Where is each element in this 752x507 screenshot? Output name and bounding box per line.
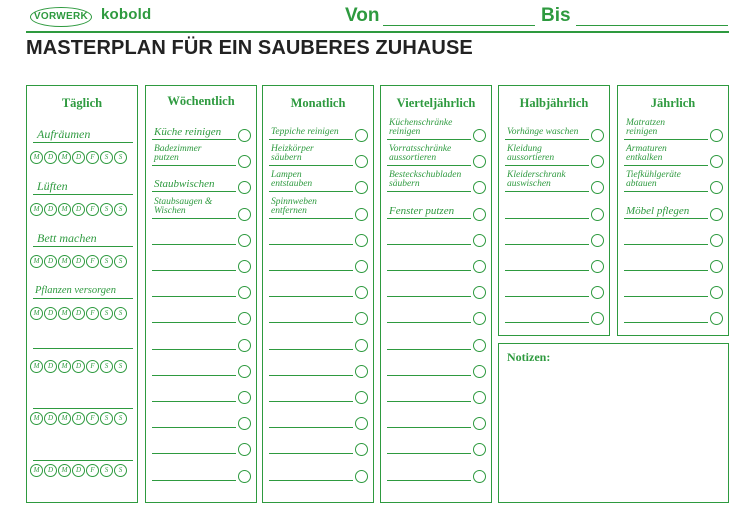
weekday-checkbox[interactable]: F	[86, 360, 99, 373]
column-title: Halbjährlich	[519, 96, 589, 110]
column-title: Wöchentlich	[167, 94, 235, 108]
weekday-checkbox[interactable]: M	[58, 307, 71, 320]
weekday-checkbox[interactable]: F	[86, 255, 99, 268]
weekday-checkbox[interactable]: D	[44, 464, 57, 477]
task-row	[269, 324, 367, 350]
task-label: Lampen entstauben	[271, 170, 313, 190]
daily-task-label: Lüften	[37, 179, 68, 193]
task-row	[269, 219, 367, 245]
notes-label: Notizen:	[507, 350, 551, 364]
daily-task-line[interactable]	[33, 298, 133, 299]
task-label: Kleidung aussortieren	[507, 144, 555, 164]
weekday-checkbox[interactable]: M	[30, 307, 43, 320]
weekday-checkbox[interactable]: S	[114, 307, 127, 320]
weekday-checkbox[interactable]: F	[86, 412, 99, 425]
task-row	[387, 350, 485, 376]
daily-task-line[interactable]	[33, 142, 133, 143]
header-divider	[26, 31, 729, 33]
task-row	[624, 297, 722, 323]
vorwerk-logo-text: VORWERK	[33, 11, 89, 22]
weekday-checkbox[interactable]: M	[30, 360, 43, 373]
task-row	[269, 271, 367, 297]
task-row	[505, 245, 603, 271]
task-row	[505, 166, 603, 192]
task-row	[269, 297, 367, 323]
task-label: Fenster putzen	[389, 204, 455, 217]
weekday-checkbox[interactable]: M	[30, 255, 43, 268]
task-row	[152, 219, 250, 245]
task-line[interactable]	[269, 480, 353, 481]
bis-date-field[interactable]	[576, 25, 728, 26]
task-label: Staubwischen	[154, 178, 215, 191]
task-row	[269, 245, 367, 271]
column-halbjaehrlich	[498, 85, 610, 336]
weekday-checkbox[interactable]: S	[114, 203, 127, 216]
task-label: Teppiche reinigen	[271, 127, 339, 137]
bis-label: Bis	[541, 5, 571, 26]
task-label: Badezimmer putzen	[154, 144, 202, 164]
weekday-circles	[30, 151, 127, 164]
task-row	[505, 140, 603, 166]
daily-task-label: Bett machen	[37, 231, 97, 245]
column-jaehrlich	[617, 85, 729, 336]
weekday-checkbox[interactable]: M	[58, 360, 71, 373]
daily-task-label: Pflanzen versorgen	[35, 285, 116, 296]
weekday-checkbox[interactable]: S	[114, 464, 127, 477]
weekday-checkbox[interactable]: S	[114, 151, 127, 164]
task-row	[387, 166, 485, 192]
task-row	[505, 271, 603, 297]
task-label: Besteckschubladen säubern	[389, 170, 462, 190]
task-row	[152, 402, 250, 428]
column-title: Täglich	[61, 96, 103, 110]
task-row	[387, 402, 485, 428]
task-row	[269, 193, 367, 219]
weekday-checkbox[interactable]: M	[30, 203, 43, 216]
weekday-checkbox[interactable]: S	[114, 412, 127, 425]
weekday-checkbox[interactable]: S	[100, 307, 113, 320]
task-row	[387, 219, 485, 245]
weekday-checkbox[interactable]: D	[72, 203, 85, 216]
weekday-checkbox[interactable]: M	[58, 412, 71, 425]
task-line[interactable]	[505, 322, 589, 323]
weekday-circles	[30, 464, 127, 477]
weekday-checkbox[interactable]: F	[86, 203, 99, 216]
task-row	[152, 140, 250, 166]
task-row	[152, 114, 250, 140]
task-checkbox[interactable]	[591, 312, 604, 325]
task-row	[152, 428, 250, 454]
weekday-checkbox[interactable]: M	[58, 151, 71, 164]
task-row	[624, 193, 722, 219]
weekday-checkbox[interactable]: D	[72, 360, 85, 373]
weekday-checkbox[interactable]: M	[58, 203, 71, 216]
task-row	[152, 297, 250, 323]
weekday-checkbox[interactable]: S	[100, 203, 113, 216]
task-row	[387, 271, 485, 297]
von-date-field[interactable]	[383, 25, 535, 26]
column-taeglich	[26, 85, 138, 503]
task-row	[505, 193, 603, 219]
task-label: Kleiderschrank auswischen	[507, 170, 566, 190]
task-label: Möbel pflegen	[626, 204, 690, 217]
task-checkbox[interactable]	[473, 470, 486, 483]
task-checkbox[interactable]	[710, 312, 723, 325]
weekday-checkbox[interactable]: F	[86, 464, 99, 477]
weekday-checkbox[interactable]: M	[58, 255, 71, 268]
weekday-circles	[30, 360, 127, 373]
task-row	[152, 376, 250, 402]
weekday-checkbox[interactable]: M	[30, 412, 43, 425]
weekday-checkbox[interactable]: D	[72, 151, 85, 164]
weekday-checkbox[interactable]: M	[30, 151, 43, 164]
weekday-checkbox[interactable]: D	[44, 307, 57, 320]
daily-task-line[interactable]	[33, 246, 133, 247]
task-row	[152, 324, 250, 350]
task-label: Heizkörper säubern	[271, 144, 314, 164]
task-row	[387, 114, 485, 140]
page-title: MASTERPLAN FÜR EIN SAUBERES ZUHAUSE	[26, 37, 473, 59]
task-row	[269, 140, 367, 166]
task-row	[387, 245, 485, 271]
task-row	[505, 114, 603, 140]
column-title: Vierteljährlich	[396, 96, 476, 110]
task-row	[269, 428, 367, 454]
task-row	[387, 455, 485, 481]
column-title: Jährlich	[650, 96, 696, 110]
task-row	[269, 455, 367, 481]
daily-task-label: Aufräumen	[37, 127, 91, 141]
daily-blank-line[interactable]	[33, 408, 133, 409]
task-line[interactable]	[624, 322, 708, 323]
task-row	[624, 140, 722, 166]
von-label: Von	[345, 5, 380, 26]
task-row	[505, 219, 603, 245]
task-row	[269, 166, 367, 192]
task-label: Matratzen reinigen	[626, 118, 666, 137]
weekday-checkbox[interactable]: D	[72, 307, 85, 320]
weekday-checkbox[interactable]: F	[86, 151, 99, 164]
task-row	[152, 350, 250, 376]
weekday-checkbox[interactable]: F	[86, 307, 99, 320]
notes-box[interactable]	[498, 343, 729, 503]
weekday-checkbox[interactable]: S	[100, 412, 113, 425]
weekday-circles	[30, 255, 127, 268]
task-row	[624, 245, 722, 271]
task-checkbox[interactable]	[355, 470, 368, 483]
task-label: Vorratsschränke aussortieren	[389, 144, 452, 164]
daily-blank-line[interactable]	[33, 348, 133, 349]
weekday-checkbox[interactable]: D	[44, 255, 57, 268]
column-woechentlich	[145, 85, 257, 503]
task-label: Armaturen entkalken	[626, 144, 667, 164]
task-row	[624, 166, 722, 192]
task-label: Spinnweben entfernen	[271, 196, 317, 216]
weekday-circles	[30, 203, 127, 216]
task-row	[269, 402, 367, 428]
weekday-checkbox[interactable]: M	[58, 464, 71, 477]
task-label: Staubsaugen & Wischen	[154, 196, 213, 216]
task-label: Vorhänge waschen	[507, 127, 579, 137]
weekday-checkbox[interactable]: D	[44, 203, 57, 216]
task-row	[387, 428, 485, 454]
task-row	[152, 455, 250, 481]
task-row	[269, 376, 367, 402]
task-row	[624, 114, 722, 140]
weekday-checkbox[interactable]: S	[100, 151, 113, 164]
task-line[interactable]	[152, 480, 236, 481]
task-row	[387, 324, 485, 350]
task-row	[269, 114, 367, 140]
weekday-checkbox[interactable]: D	[72, 412, 85, 425]
column-monatlich	[262, 85, 374, 503]
task-row	[152, 245, 250, 271]
weekday-checkbox[interactable]: M	[30, 464, 43, 477]
weekday-checkbox[interactable]: D	[72, 255, 85, 268]
task-row	[152, 166, 250, 192]
weekday-checkbox[interactable]: D	[72, 464, 85, 477]
task-row	[269, 350, 367, 376]
weekday-circles	[30, 412, 127, 425]
weekday-checkbox[interactable]: S	[114, 255, 127, 268]
weekday-circles	[30, 307, 127, 320]
weekday-checkbox[interactable]: S	[114, 360, 127, 373]
weekday-checkbox[interactable]: D	[44, 412, 57, 425]
task-row	[624, 219, 722, 245]
task-line[interactable]	[387, 480, 471, 481]
task-label: Tiefkühlgeräte abtauen	[626, 170, 681, 190]
weekday-checkbox[interactable]: S	[100, 255, 113, 268]
task-row	[387, 193, 485, 219]
task-row	[387, 297, 485, 323]
task-row	[387, 376, 485, 402]
daily-blank-line[interactable]	[33, 460, 133, 461]
weekday-checkbox[interactable]: S	[100, 360, 113, 373]
task-checkbox[interactable]	[238, 470, 251, 483]
column-vierteljaehrlich	[380, 85, 492, 503]
kobold-logo: kobold	[101, 6, 152, 23]
task-label: Küche reinigen	[154, 126, 222, 138]
weekday-checkbox[interactable]: S	[100, 464, 113, 477]
vorwerk-logo	[30, 7, 92, 27]
task-row	[152, 271, 250, 297]
weekday-checkbox[interactable]: D	[44, 360, 57, 373]
task-row	[152, 193, 250, 219]
task-row	[505, 297, 603, 323]
task-row	[387, 140, 485, 166]
column-title: Monatlich	[290, 96, 346, 110]
weekday-checkbox[interactable]: D	[44, 151, 57, 164]
task-row	[624, 271, 722, 297]
daily-task-line[interactable]	[33, 194, 133, 195]
task-label: Küchenschränke reinigen	[389, 118, 453, 137]
